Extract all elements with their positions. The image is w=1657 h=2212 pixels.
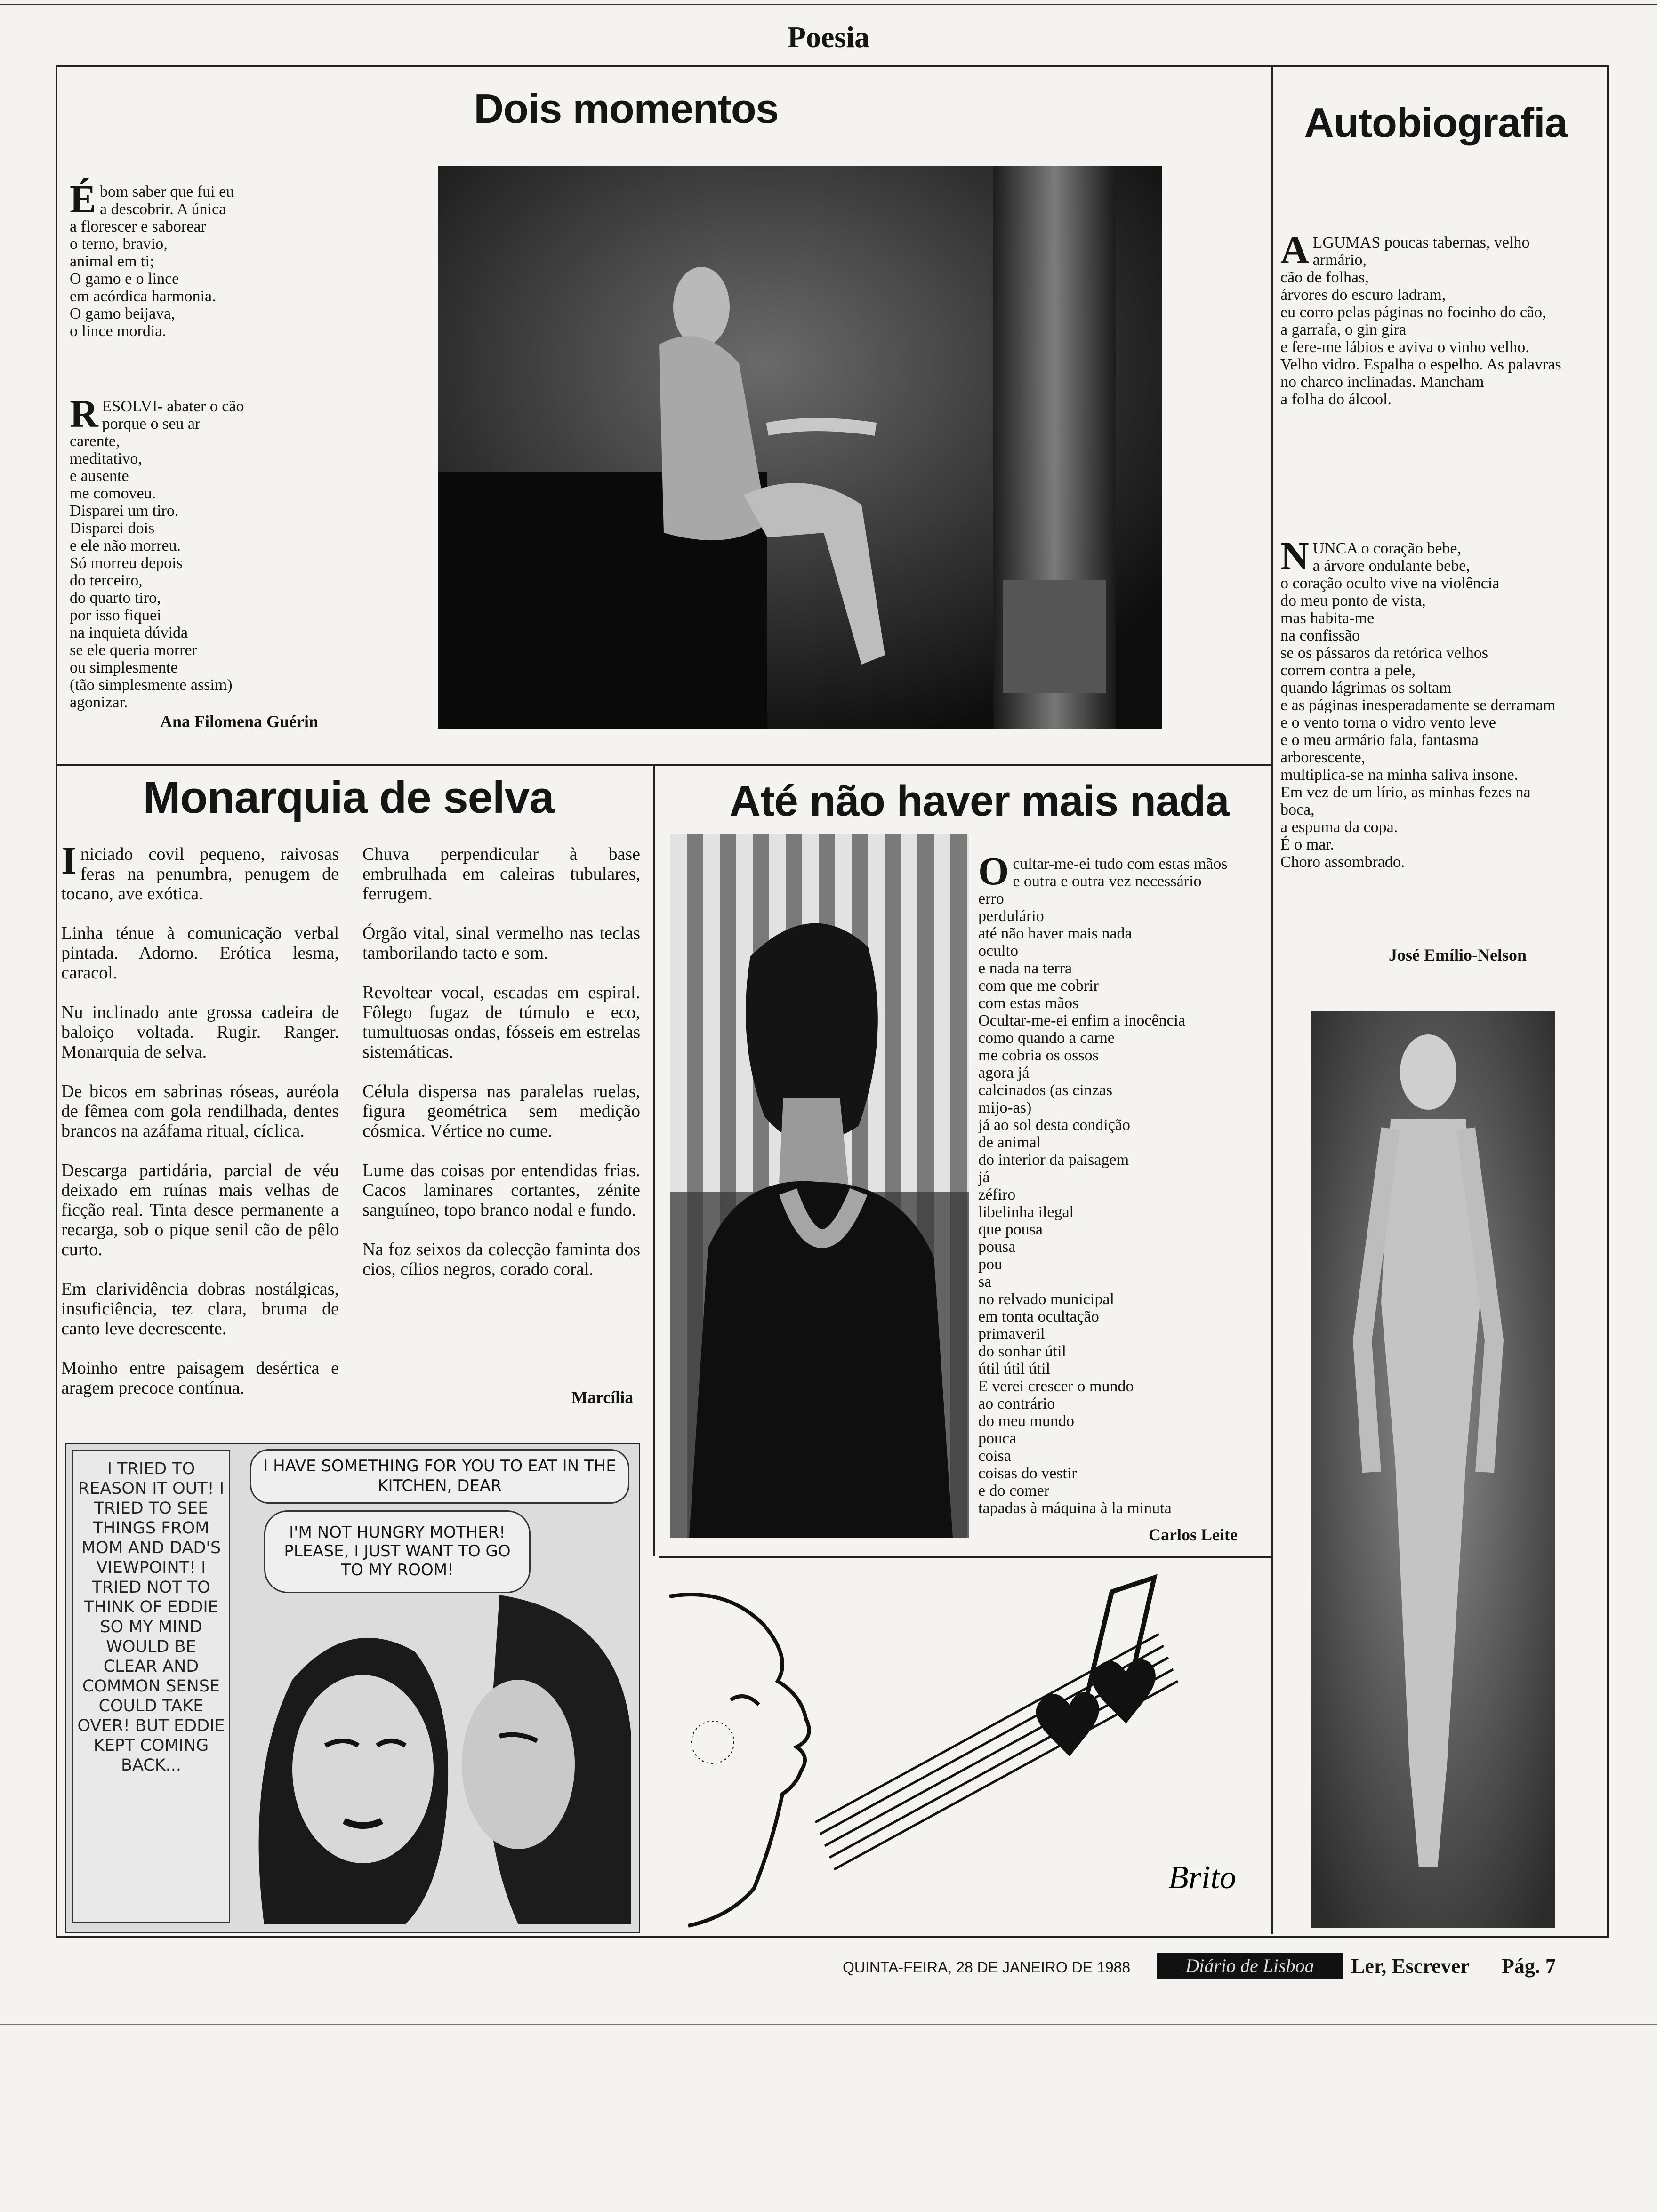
footer-paper-name: Diário de Lisboa <box>1185 1955 1314 1976</box>
paragraph: Célula dispersa nas paralelas ruelas, figura geométrica sem medição cósmica. Vértice no cume. <box>362 1082 640 1141</box>
footer-page-number: Pág. 7 <box>1502 1955 1556 1978</box>
footer-supplement: Ler, Escrever <box>1351 1955 1470 1978</box>
dropcap: É <box>70 177 97 221</box>
ate-poem: Ocultar-me-ei tudo com estas mãos e outra e outra vez necessário erro perdulário até não haver mais nada oculto e nada na terra com que me cobrir com estas mãos Ocultar-me-ei enfim a inocência como quando a carne me cobria os ossos agora já calcinados (as cinzas mijo-as) já ao sol desta condição de animal do interior da paisagem já zéfiro libelinha ilegal que pousa pousa pou sa no relvado municipal em tonta ocultação primaveril do sonhar útil útil útil útil E verei crescer o mundo ao contrário do meu mundo pouca coisa coisas do vestir e do comer tapadas à máquina à la minuta <box>978 850 1228 1517</box>
photo-seated-nude-image <box>438 166 1162 729</box>
middle-column-divider <box>653 765 655 1556</box>
footer-date: QUINTA-FEIRA, 28 DE JANEIRO DE 1988 <box>843 1959 1131 1976</box>
paragraph: Revoltear vocal, escadas em espiral. Fôlego fugaz de túmulo e eco, tumultuosas ondas, fósseis em estrelas sistemáticas. <box>362 983 640 1062</box>
ate-author: Carlos Leite <box>1149 1525 1238 1544</box>
section-header: Poesia <box>787 20 870 54</box>
autobiografia-poem-2: NUNCA o coração bebe, a árvore ondulante bebe, o coração oculto vive na violência do meu ponto de vista, mas habita-me na confissão se os pássaros da retórica velhos correm contra a pele, quando lágrimas os soltam e as páginas inesperadamente se derramam e o vento torna o vidro vento leve e o meu armário fala, fantasma arborescente, multiplica-se na minha saliva insone. Em vez de um lírio, as minhas fezes na boca, a espuma da copa. É o mar. Choro assombrado. <box>1280 534 1556 871</box>
dropcap: N <box>1280 534 1309 578</box>
footer-masthead <box>1157 1953 1343 1979</box>
comic-caption-text: I TRIED TO REASON IT OUT! I TRIED TO SEE THINGS FROM MOM AND DAD'S VIEWPOINT! I TRIED NOT TO THINK OF EDDIE SO MY MIND WOULD BE CLEAR AND COMMON SENSE COULD TAKE OVER! BUT EDDIE KEPT COMING BACK... <box>77 1459 225 1775</box>
photo-woman-tank-top-image <box>670 834 969 1538</box>
comic-faces-illustration <box>236 1595 631 1924</box>
heart-note-1 <box>1036 1692 1099 1756</box>
paragraph: Iniciado covil pequeno, raivosas feras na penumbra, penugem de tocano, ave exótica. <box>61 839 339 904</box>
paragraph: De bicos em sabrinas róseas, auréola de fêmea com gola rendilhada, dentes brancos na azáfama ritual, cíclica. <box>61 1082 339 1141</box>
monarquia-column-2 <box>362 844 640 1299</box>
paragraph: Linha ténue à comunicação verbal pintada. Adorno. Erótica lesma, caracol. <box>61 923 339 983</box>
ate-title: Até não haver mais nada <box>729 777 1229 825</box>
top-rule <box>0 4 1657 5</box>
dois-momentos-author: Ana Filomena Guérin <box>160 712 319 731</box>
comic-speech-bubble-1: I HAVE SOMETHING FOR YOU TO EAT IN THE KITCHEN, DEAR <box>250 1449 629 1504</box>
monarquia-column-1 <box>61 839 339 1418</box>
drawing-signature: Brito <box>1168 1859 1236 1896</box>
monarquia-author: Marcília <box>571 1388 634 1407</box>
comic-caption-box <box>72 1450 230 1923</box>
paragraph: Moinho entre paisagem desértica e aragem precoce contínua. <box>61 1358 339 1398</box>
photo-seated-nude <box>438 166 1162 729</box>
top-section-divider <box>56 764 1271 766</box>
paragraph: Lume das coisas por entendidas frias. Cacos laminares cortantes, zénite sanguíneo, topo branco nodal e fundo. <box>362 1161 640 1220</box>
paragraph: Chuva perpendicular à base embrulhada em caleiras tubulares, ferrugem. <box>362 844 640 904</box>
paragraph: Em clarividência dobras nostálgicas, insuficiência, tez clara, bruma de canto leve decrescente. <box>61 1279 339 1338</box>
face-outline <box>669 1595 809 1926</box>
paragraph: Nu inclinado ante grossa cadeira de baloiço voltada. Rugir. Ranger. Monarquia de selva. <box>61 1002 339 1062</box>
dois-momentos-title: Dois momentos <box>474 85 779 132</box>
cheek-dots <box>692 1721 734 1763</box>
drawing-singing-face <box>660 1559 1269 1931</box>
photo-standing-sculpture-image <box>1311 1011 1555 1928</box>
dropcap: A <box>1280 228 1309 272</box>
monarquia-title: Monarquia de selva <box>143 772 554 823</box>
paragraph: Órgão vital, sinal vermelho nas teclas tamborilando tacto e som. <box>362 923 640 963</box>
comic-speech-bubble-2: I'M NOT HUNGRY MOTHER! PLEASE, I JUST WANT TO GO TO MY ROOM! <box>264 1510 531 1593</box>
paragraph: Na foz seixos da colecção faminta dos cios, cílios negros, corado coral. <box>362 1240 640 1279</box>
dropcap: R <box>70 392 98 436</box>
right-column-divider <box>1271 66 1273 1934</box>
photo-woman-tank-top <box>670 834 969 1538</box>
drawing-divider <box>659 1556 1271 1558</box>
autobiografia-poem-1: ALGUMAS poucas tabernas, velho armário, cão de folhas, árvores do escuro ladram, eu corro pelas páginas no focinho do cão, a garrafa, o gin gira e fere-me lábios e aviva o vinho velho. Velho vidro. Espalha o espelho. As palavras no charco inclinadas. Mancham a folha do álcool. <box>1280 228 1561 408</box>
dois-momentos-poem-1: Ébom saber que fui eu a descobrir. A única a florescer e saborear o terno, bravio, animal em ti; O gamo e o lince em acórdica harmonia. O gamo beijava, o lince mordia. <box>70 177 234 340</box>
paragraph: Descarga partidária, parcial de véu deixado em ruínas mais velhas de ficção real. Tinta desce permanente a recarga, sob o pique senil cão de pêlo curto. <box>61 1161 339 1259</box>
eyebrow <box>731 1696 759 1705</box>
dropcap: I <box>61 839 77 882</box>
comic-panel <box>65 1443 640 1933</box>
dropcap: O <box>978 850 1009 893</box>
bottom-rule <box>0 2024 1657 2025</box>
dois-momentos-poem-2: RESOLVI- abater o cão porque o seu ar carente, meditativo, e ausente me comoveu. Disparei um tiro. Disparei dois e ele não morreu. Só morreu depois do terceiro, do quarto tiro, por isso fiquei na inquieta dúvida se ele queria morrer ou simplesmente (tão simplesmente assim) agonizar. <box>70 392 244 711</box>
autobiografia-title: Autobiografia <box>1304 99 1568 146</box>
autobiografia-author: José Emílio-Nelson <box>1389 946 1527 964</box>
photo-standing-sculpture <box>1311 1011 1555 1928</box>
